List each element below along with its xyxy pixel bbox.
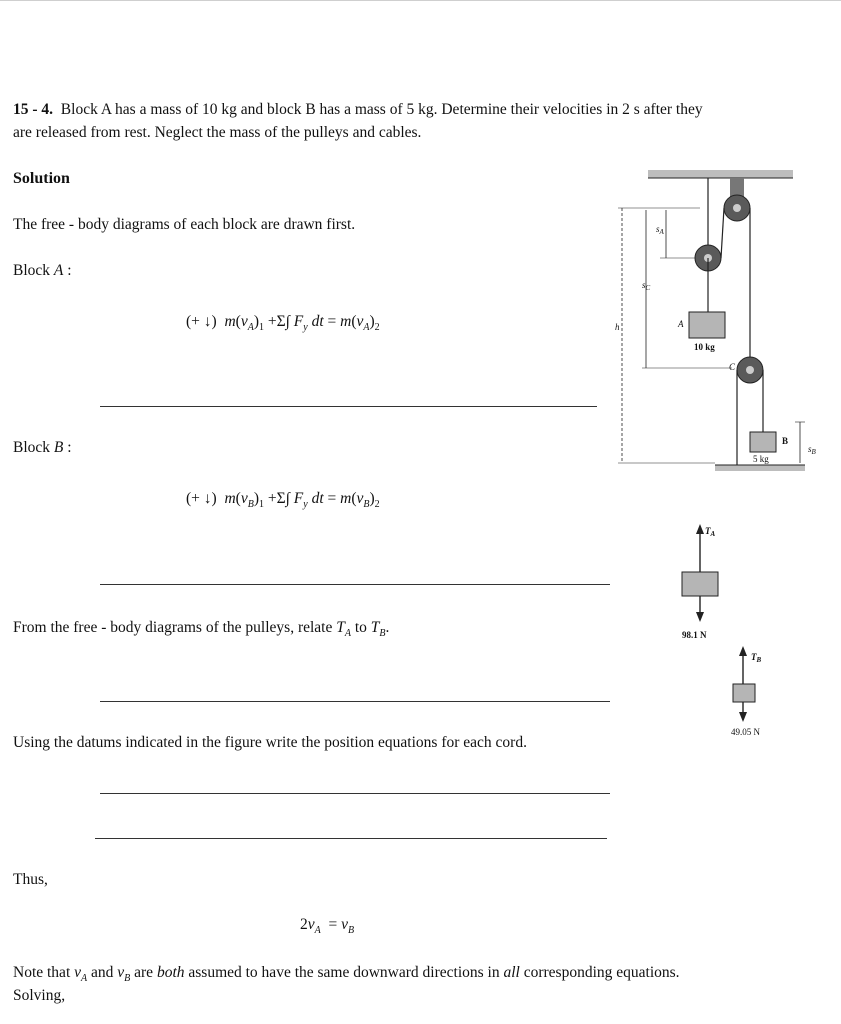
result-sub2: B: [348, 925, 355, 937]
pulleys-to: to: [354, 619, 367, 636]
block-b-impulse-equation: [186, 490, 380, 510]
note-are: are: [134, 964, 154, 981]
eq-b-dt: dt: [311, 490, 324, 507]
block-a-colon: :: [67, 262, 72, 279]
eq-a-vsub1: A: [247, 322, 254, 334]
eq-b-v2: v: [356, 490, 364, 507]
note-text: [13, 963, 680, 989]
figure-mass-a: 10 kg: [694, 342, 715, 352]
fbd-a-weight-arrowhead: [696, 612, 704, 622]
pulleys-tb-sub: B: [379, 628, 386, 640]
figure-label-b: B: [782, 436, 789, 446]
block-a-word: Block: [13, 262, 51, 279]
pulley-c-axle: [746, 366, 754, 374]
eq-a-v2: v: [356, 313, 364, 330]
figure-label-a: A: [678, 319, 684, 329]
eq-a-open1: (: [235, 313, 241, 330]
block-a-impulse-equation: [186, 313, 380, 333]
pulleys-relation-text: [13, 618, 389, 644]
cord-a-to-top: [721, 208, 724, 258]
fbd-b-block: [733, 684, 755, 702]
velocity-relation-equation: [300, 916, 354, 936]
answer-line-cord-2: [95, 838, 607, 839]
block-a: [689, 312, 725, 338]
result-equals: =: [328, 916, 338, 933]
result-coef: 2: [300, 916, 308, 933]
eq-b-sum-integral: +Σ∫: [267, 490, 290, 507]
eq-a-sign: (+ ↓): [186, 313, 217, 330]
answer-line-b: [100, 584, 610, 585]
note-vb: v: [117, 964, 125, 981]
block-b-colon: :: [67, 439, 72, 456]
fbd-b-tension-label: $T_B$: [751, 652, 762, 664]
note-va: v: [74, 964, 82, 981]
answer-line-pulleys: [100, 701, 610, 702]
pulleys-end: .: [385, 619, 390, 636]
problem-statement-1: Block A has a mass of 10 kg and block B has a mass of 5 kg. Determine their velocities in 2 s after they: [60, 101, 703, 118]
note-va-sub: A: [81, 973, 88, 985]
fbd-b-tension-arrowhead: [739, 646, 747, 656]
eq-b-m1: m: [224, 490, 236, 507]
eq-a-close2: ): [369, 313, 375, 330]
note-vb-sub: B: [124, 973, 131, 985]
answer-line-cord-1: [100, 793, 610, 794]
solution-heading: Solution: [13, 170, 70, 187]
problem-line-1: [13, 100, 703, 120]
pulley-system-figure: [600, 160, 830, 480]
note-all: all: [503, 964, 520, 981]
fbd-block-b: [715, 640, 790, 740]
note-p1: Note that: [13, 964, 71, 981]
fbd-b-weight-arrowhead: [739, 712, 747, 722]
eq-b-sign: (+ ↓): [186, 490, 217, 507]
pulleys-tb: T: [370, 619, 380, 636]
pulleys-ta: T: [336, 619, 345, 636]
figure-label-sa: $s_A$: [656, 224, 664, 236]
figure-label-c: C: [729, 362, 736, 372]
eq-a-close1: ): [253, 313, 259, 330]
result-v1: v: [307, 916, 315, 933]
result-sub1: A: [314, 925, 321, 937]
ceiling-hatch: [648, 170, 793, 178]
page-top-border: [0, 0, 841, 1]
eq-b-m2: m: [340, 490, 352, 507]
problem-statement-2: are released from rest. Neglect the mass of the pulleys and cables.: [13, 124, 422, 141]
eq-a-sum-integral: +Σ∫: [267, 313, 290, 330]
eq-a-equals: =: [327, 313, 337, 330]
eq-a-m2: m: [340, 313, 352, 330]
figure-label-sb: $s_B$: [808, 444, 816, 456]
eq-a-dt: dt: [311, 313, 324, 330]
fbd-b-weight-label: 49.05 N: [731, 727, 760, 737]
pulleys-ta-sub: A: [344, 628, 351, 640]
block-b-label: [13, 438, 72, 458]
note-both: both: [156, 964, 185, 981]
block-a-letter: A: [53, 262, 64, 279]
eq-a-fsub: y: [303, 322, 308, 334]
eq-b-sub-2: 2: [374, 499, 380, 511]
solving-text: Solving,: [13, 987, 66, 1004]
fbd-a-weight-label: 98.1 N: [682, 630, 707, 640]
eq-b-vsub2: B: [363, 499, 370, 511]
eq-b-vsub1: B: [247, 499, 254, 511]
eq-a-sub-2: 2: [374, 322, 380, 334]
eq-a-open2: (: [351, 313, 357, 330]
answer-line-a: [100, 406, 597, 407]
intro-text: The free - body diagrams of each block are drawn first.: [13, 216, 356, 233]
figure-label-h: h: [615, 322, 620, 332]
eq-b-equals: =: [327, 490, 337, 507]
block-b-word: Block: [13, 439, 51, 456]
eq-a-m1: m: [224, 313, 236, 330]
block-a-label: [13, 261, 72, 281]
note-end: corresponding equations.: [523, 964, 680, 981]
eq-b-sub-1: 1: [259, 499, 264, 511]
fbd-a-block: [682, 572, 718, 596]
eq-b-close2: ): [369, 490, 375, 507]
eq-b-f: F: [293, 490, 304, 507]
problem-number: 15 - 4.: [13, 101, 54, 118]
eq-b-close1: ): [253, 490, 259, 507]
floor-hatch: [715, 465, 805, 471]
eq-a-v1: v: [240, 313, 248, 330]
pulleys-text-before: From the free - body diagrams of the pulleys, relate: [13, 619, 333, 636]
eq-a-vsub2: A: [363, 322, 370, 334]
eq-b-open1: (: [235, 490, 241, 507]
note-rest: assumed to have the same downward directions in: [188, 964, 500, 981]
fbd-a-tension-label: $T_A$: [705, 526, 716, 538]
eq-b-fsub: y: [303, 499, 308, 511]
eq-a-f: F: [293, 313, 304, 330]
block-b-letter: B: [53, 439, 64, 456]
figure-label-sc: $s_C$: [642, 280, 651, 292]
result-v2: v: [341, 916, 349, 933]
fbd-a-tension-arrowhead: [696, 524, 704, 534]
eq-b-open2: (: [351, 490, 357, 507]
eq-b-v1: v: [240, 490, 248, 507]
thus-text: Thus,: [13, 871, 48, 888]
datums-text: Using the datums indicated in the figure write the position equations for each cord.: [13, 734, 527, 751]
top-pulley-axle: [733, 204, 741, 212]
fbd-block-a: [660, 520, 740, 645]
figure-mass-b: 5 kg: [753, 454, 769, 464]
eq-a-sub-1: 1: [259, 322, 264, 334]
note-and: and: [91, 964, 114, 981]
block-b: [750, 432, 776, 452]
